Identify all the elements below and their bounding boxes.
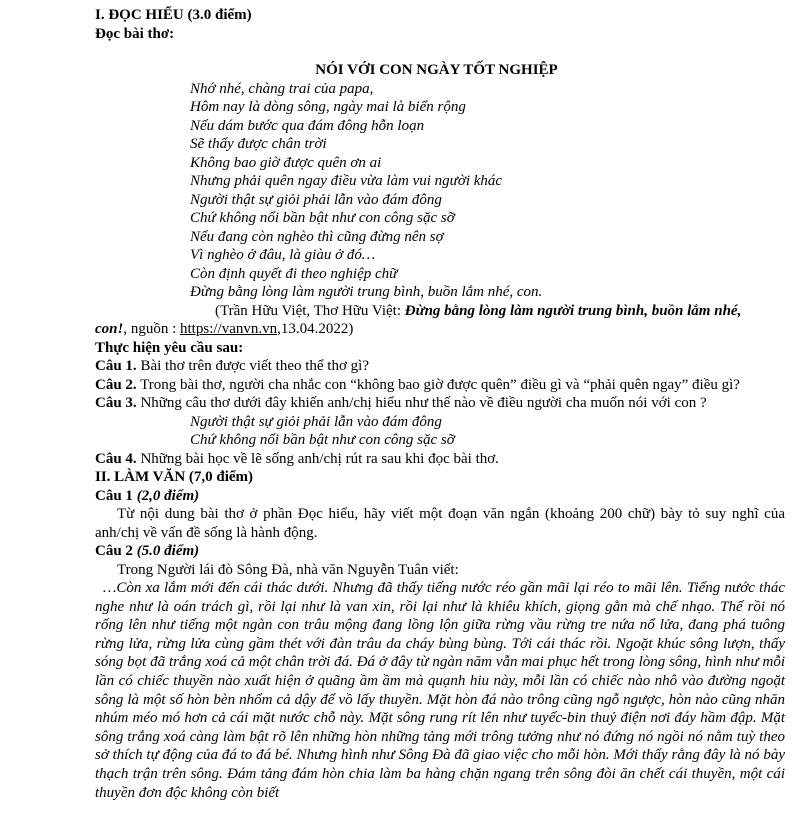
citation-book-title-end: con!: [95, 321, 124, 337]
poem-line: Người thật sự giỏi phải lẫn vào đám đông: [190, 191, 442, 208]
poem-line: Nếu dám bước qua đám đông hỗn loạn: [190, 117, 425, 134]
question-label: Câu 1.: [95, 358, 137, 374]
poem-line: Nếu đang còn nghèo thì cũng đừng nên sợ: [190, 228, 444, 245]
reading-instruction: Đọc bài thơ:: [95, 25, 175, 42]
citation-book-title: Đừng bằng lòng làm người trung bình, buồn lắm nhé,: [404, 302, 742, 319]
question-1: [95, 357, 785, 376]
poem-line: Không bao giờ được quên ơn ai: [190, 154, 382, 171]
question-2: [95, 376, 785, 395]
poem-line: Nhưng phải quên ngay điều vừa làm vui người khác: [190, 173, 503, 189]
question-4: [95, 450, 785, 469]
citation-source-label: , nguồn :: [123, 321, 181, 337]
essay-label: Câu 2: [95, 543, 137, 559]
poem-line: Hôm nay là dòng sông, ngày mai là biển rộng: [190, 99, 466, 115]
essay-label: Câu 1: [95, 487, 137, 504]
essay-question-2-intro: Trong Người lái đò Sông Đà, nhà văn Nguyễn Tuân viết:: [117, 561, 459, 578]
poem-title: NÓI VỚI CON NGÀY TỐT NGHIỆP: [315, 62, 558, 78]
question-text: Trong bài thơ, người cha nhắc con “không bao giờ được quên” điều gì và “phải quên ngay” điều gì?: [136, 376, 740, 393]
question-3-quote: [95, 413, 785, 450]
essay-points: (5.0 điểm): [136, 543, 200, 559]
question-text: Những câu thơ dưới đây khiến anh/chị hiểu như thế nào về điều người cha muốn nói với con ?: [136, 395, 707, 411]
section2-heading: II. LÀM VĂN (7,0 điểm): [95, 469, 254, 485]
quoted-line: Chứ không nổi bần bật như con công sặc sỡ: [190, 432, 455, 448]
poem-line: Sẽ thấy được chân trời: [190, 136, 327, 152]
citation-date: ,13.04.2022): [277, 321, 354, 337]
citation-prefix: (Trần Hữu Việt, Thơ Hữu Việt:: [215, 302, 405, 319]
question-label: Câu 3.: [95, 395, 137, 411]
poem-line: Nhớ nhé, chàng trai của papa,: [190, 80, 374, 97]
citation-link[interactable]: https://vanvn.vn: [180, 321, 278, 337]
question-text: Bài thơ trên được viết theo thể thơ gì?: [136, 358, 369, 374]
exam-page: [95, 6, 785, 802]
essay-question-1: [95, 487, 785, 506]
quoted-line: Người thật sự giỏi phải lẫn vào đám đông: [190, 413, 442, 430]
poem-citation-cont: [95, 320, 785, 339]
essay-question-1-text: Từ nội dung bài thơ ở phần Đọc hiểu, hãy viết một đoạn văn ngắn (khoảng 200 chữ) bày tỏ suy nghĩ của anh/chị về vấn đề sống là hành động.: [95, 506, 785, 541]
essay-points: (2,0 điểm): [136, 487, 200, 504]
poem-body: [95, 80, 785, 302]
poem-line: Vì nghèo ở đâu, là giàu ở đó…: [190, 247, 376, 263]
poem-line: Chứ không nổi bần bật như con công sặc sỡ: [190, 210, 455, 226]
question-label: Câu 4.: [95, 450, 137, 467]
question-label: Câu 2.: [95, 376, 137, 393]
tasks-heading: Thực hiện yêu cầu sau:: [95, 339, 244, 356]
excerpt-passage: …Còn xa lắm mới đến cái thác dưới. Nhưng đã thấy tiếng nước réo gần mãi lại réo to mãi lên. Tiếng nước thác nghe như là oán trách gì, rồi lại như là van xin, rồi lại như là khiêu khích, giọng gằn mà chế nhạo. Thế rồi nó rống lên như tiếng một ngàn con trâu mộng đang lồng lộn giữa rừng vầu rừng tre nứa nổ lửa, đang phá tuông rừng lửa, rừng lửa cùng gầm thét với đàn trâu da cháy bùng bùng. Tới cái thác rồi. Ngoặt khúc sông lượn, thấy sóng bọt đã trắng xoá cả một chân trời đá. Đá ở đây từ ngàn năm vẫn mai phục hết trong lòng sông, hình như mỗi lần có chiếc thuyền nào xuất hiện ở quãng ầm ầm mà quạnh hiu này, mỗi lần có chiếc nào nhô vào đường ngoặt sông là một số hòn bèn nhổm cả dậy để vồ lấy thuyền. Mặt hòn đá nào trông cũng ngỗ ngược, hòn nào cũng nhăn nhúm méo mó hơn cả cái mặt nước chỗ này. Mặt sông rung rít lên như tuyếc-bin thuỷ điện nơi đáy hầm đập. Mặt sông trắng xoá càng làm bật rõ lên những hòn những tảng mới trông tưởng như nó đứng nó ngồi nó nằm tuỳ theo sở thích tự động của đá to đá bé. Nhưng hình như Sông Đà đã giao việc cho mỗi hòn. Mới thấy rằng đây là nó bày thạch trận trên sông. Đám tảng đám hòn chia làm ba hàng chặn ngang trên sông đòi ăn chết cái thuyền, một cái thuyền đơn độc không còn biết: [95, 580, 785, 801]
question-text: Những bài học về lẽ sống anh/chị rút ra sau khi đọc bài thơ.: [136, 450, 499, 467]
section1-heading: I. ĐỌC HIỂU (3.0 điểm): [95, 7, 252, 23]
poem-line: Còn định quyết đi theo nghiệp chữ: [190, 265, 398, 282]
poem-line: Đừng bằng lòng làm người trung bình, buồn lắm nhé, con.: [190, 284, 543, 300]
essay-question-2: [95, 542, 785, 561]
question-3: [95, 394, 785, 413]
poem-citation: [95, 302, 785, 321]
